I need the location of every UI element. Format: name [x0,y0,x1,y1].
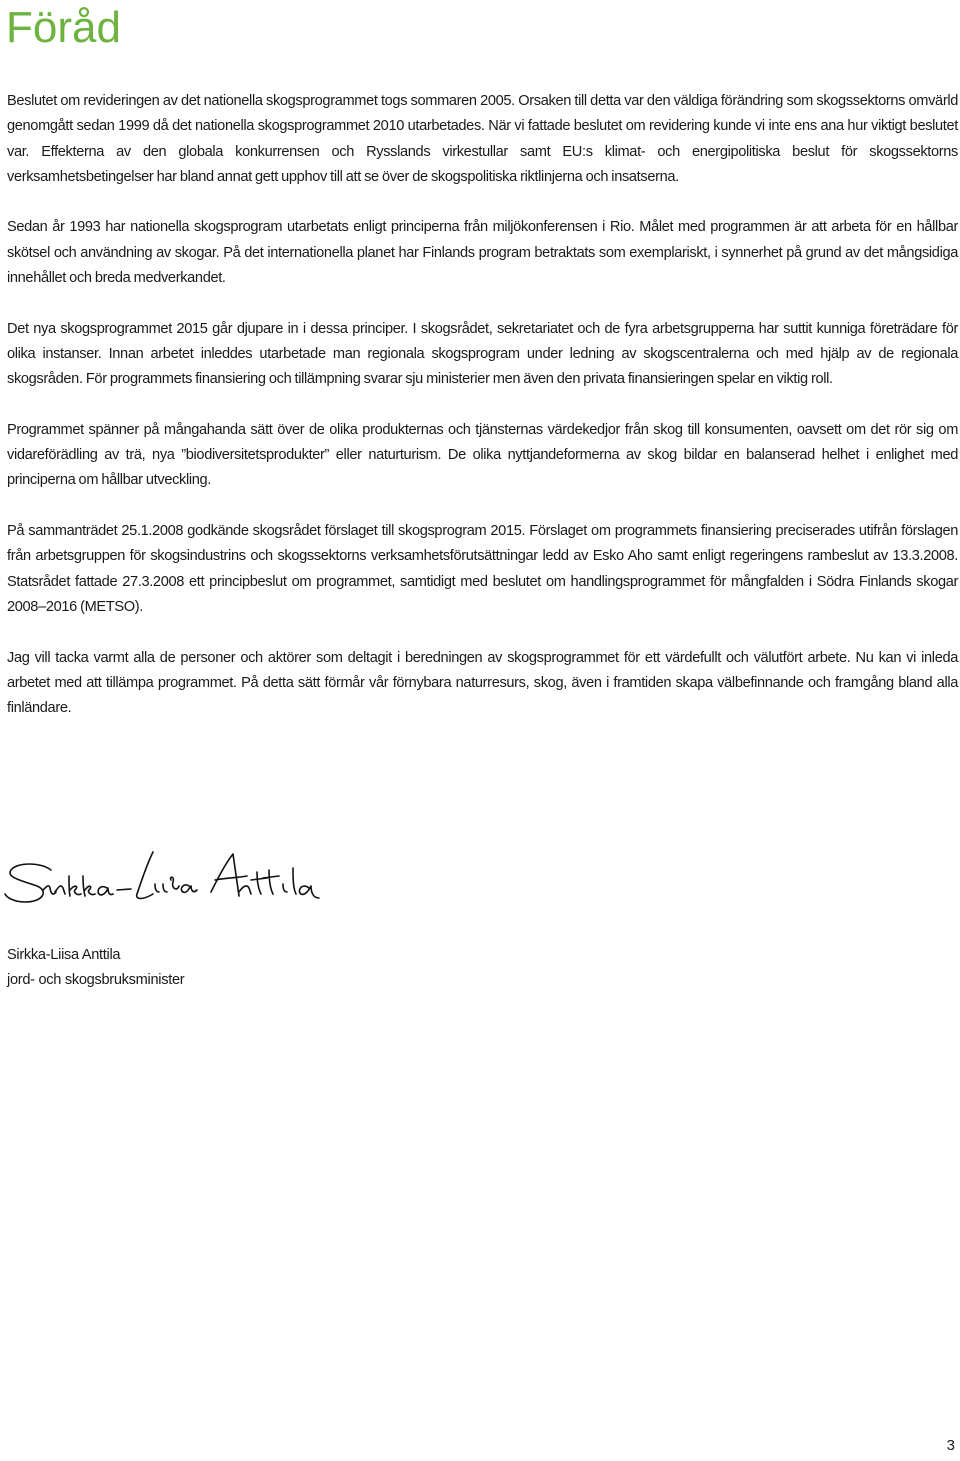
paragraph: Programmet spänner på mångahanda sätt över de olika produkternas och tjänsternas värdekedjor från skog till konsumenten, oavsett om det rör sig om vidareförädling av trä, nya ”biodiversitetsprodukter” eller naturturism. De olika nyttjandeformerna av skog bildar en balanserad helhet i enlighet med principerna om hållbar utveckling. [7,421,958,489]
page-number: 3 [946,1437,955,1454]
paragraph: Det nya skogsprogrammet 2015 går djupare in i dessa principer. I skogsrådet, sekretariatet och de fyra arbetsgrupperna har suttit kunniga företrädare för olika instanser. Innan arbetet inleddes utarbetade man regionala skogsprogram under ledning av skogscentralerna och med hjälp av de regionala skogsråden. För programmets finansiering och tillämpning svarar sju ministerier men även den privata finansieringen spelar en viktig roll. [7,320,958,388]
paragraph: På sammanträdet 25.1.2008 godkände skogsrådet förslaget till skogsprogram 2015. Förslaget om programmets finansiering preciserades utifrån förslagen från arbetsgruppen för skogsindustrins och skogssektorns verksamhetsförutsättningar ledd av Esko Aho samt enligt regeringens rambeslut av 13.3.2008. Statsrådet fattade 27.3.2008 ett principbeslut om programmet, samtidigt med beslutet om handlingsprogrammet för mångfalden i Södra Finlands skogar 2008–2016 (METSO). [7,523,958,615]
body-text [7,89,958,747]
handwritten-signature [3,840,323,925]
signer-block [7,943,184,994]
paragraph: Jag vill tacka varmt alla de personer och aktörer som deltagit i beredningen av skogsprogrammet för ett värdefullt och välutfört arbete. Nu kan vi inleda arbetet med att tillämpa programmet. På detta sätt förmår vår förnybara naturresurs, skog, även i framtiden skapa välbefinnande och framgång bland alla finländare. [7,649,958,717]
paragraph: Sedan år 1993 har nationella skogsprogram utarbetats enligt principerna från miljökonferensen i Rio. Målet med programmen är att arbeta för en hållbar skötsel och användning av skogar. På det internationella planet har Finlands program betraktats som exemplariskt, i synnerhet på grund av det mångsidiga innehållet och breda medverkandet. [7,219,958,287]
paragraph: Beslutet om revideringen av det nationella skogsprogrammet togs sommaren 2005. Orsaken till detta var den väldiga förändring som skogssektorns omvärld genomgått sedan 1999 då det nationella skogsprogrammet 2010 utarbetades. När vi fattade beslutet om revidering kunde vi inte ens ana hur viktigt beslutet var. Effekterna av den globala konkurrensen och Rysslands virkestullar samt EU:s klimat- och energipolitiska beslut för skogssektorns verksamhetsbetingelser har bland annat gett upphov till att se över de skogspolitiska riktlinjerna och insatserna. [7,93,958,185]
signer-name: Sirkka-Liisa Anttila [7,947,121,963]
page-title: Föråd [6,3,121,52]
signer-title: jord- och skogsbruksminister [7,972,185,989]
